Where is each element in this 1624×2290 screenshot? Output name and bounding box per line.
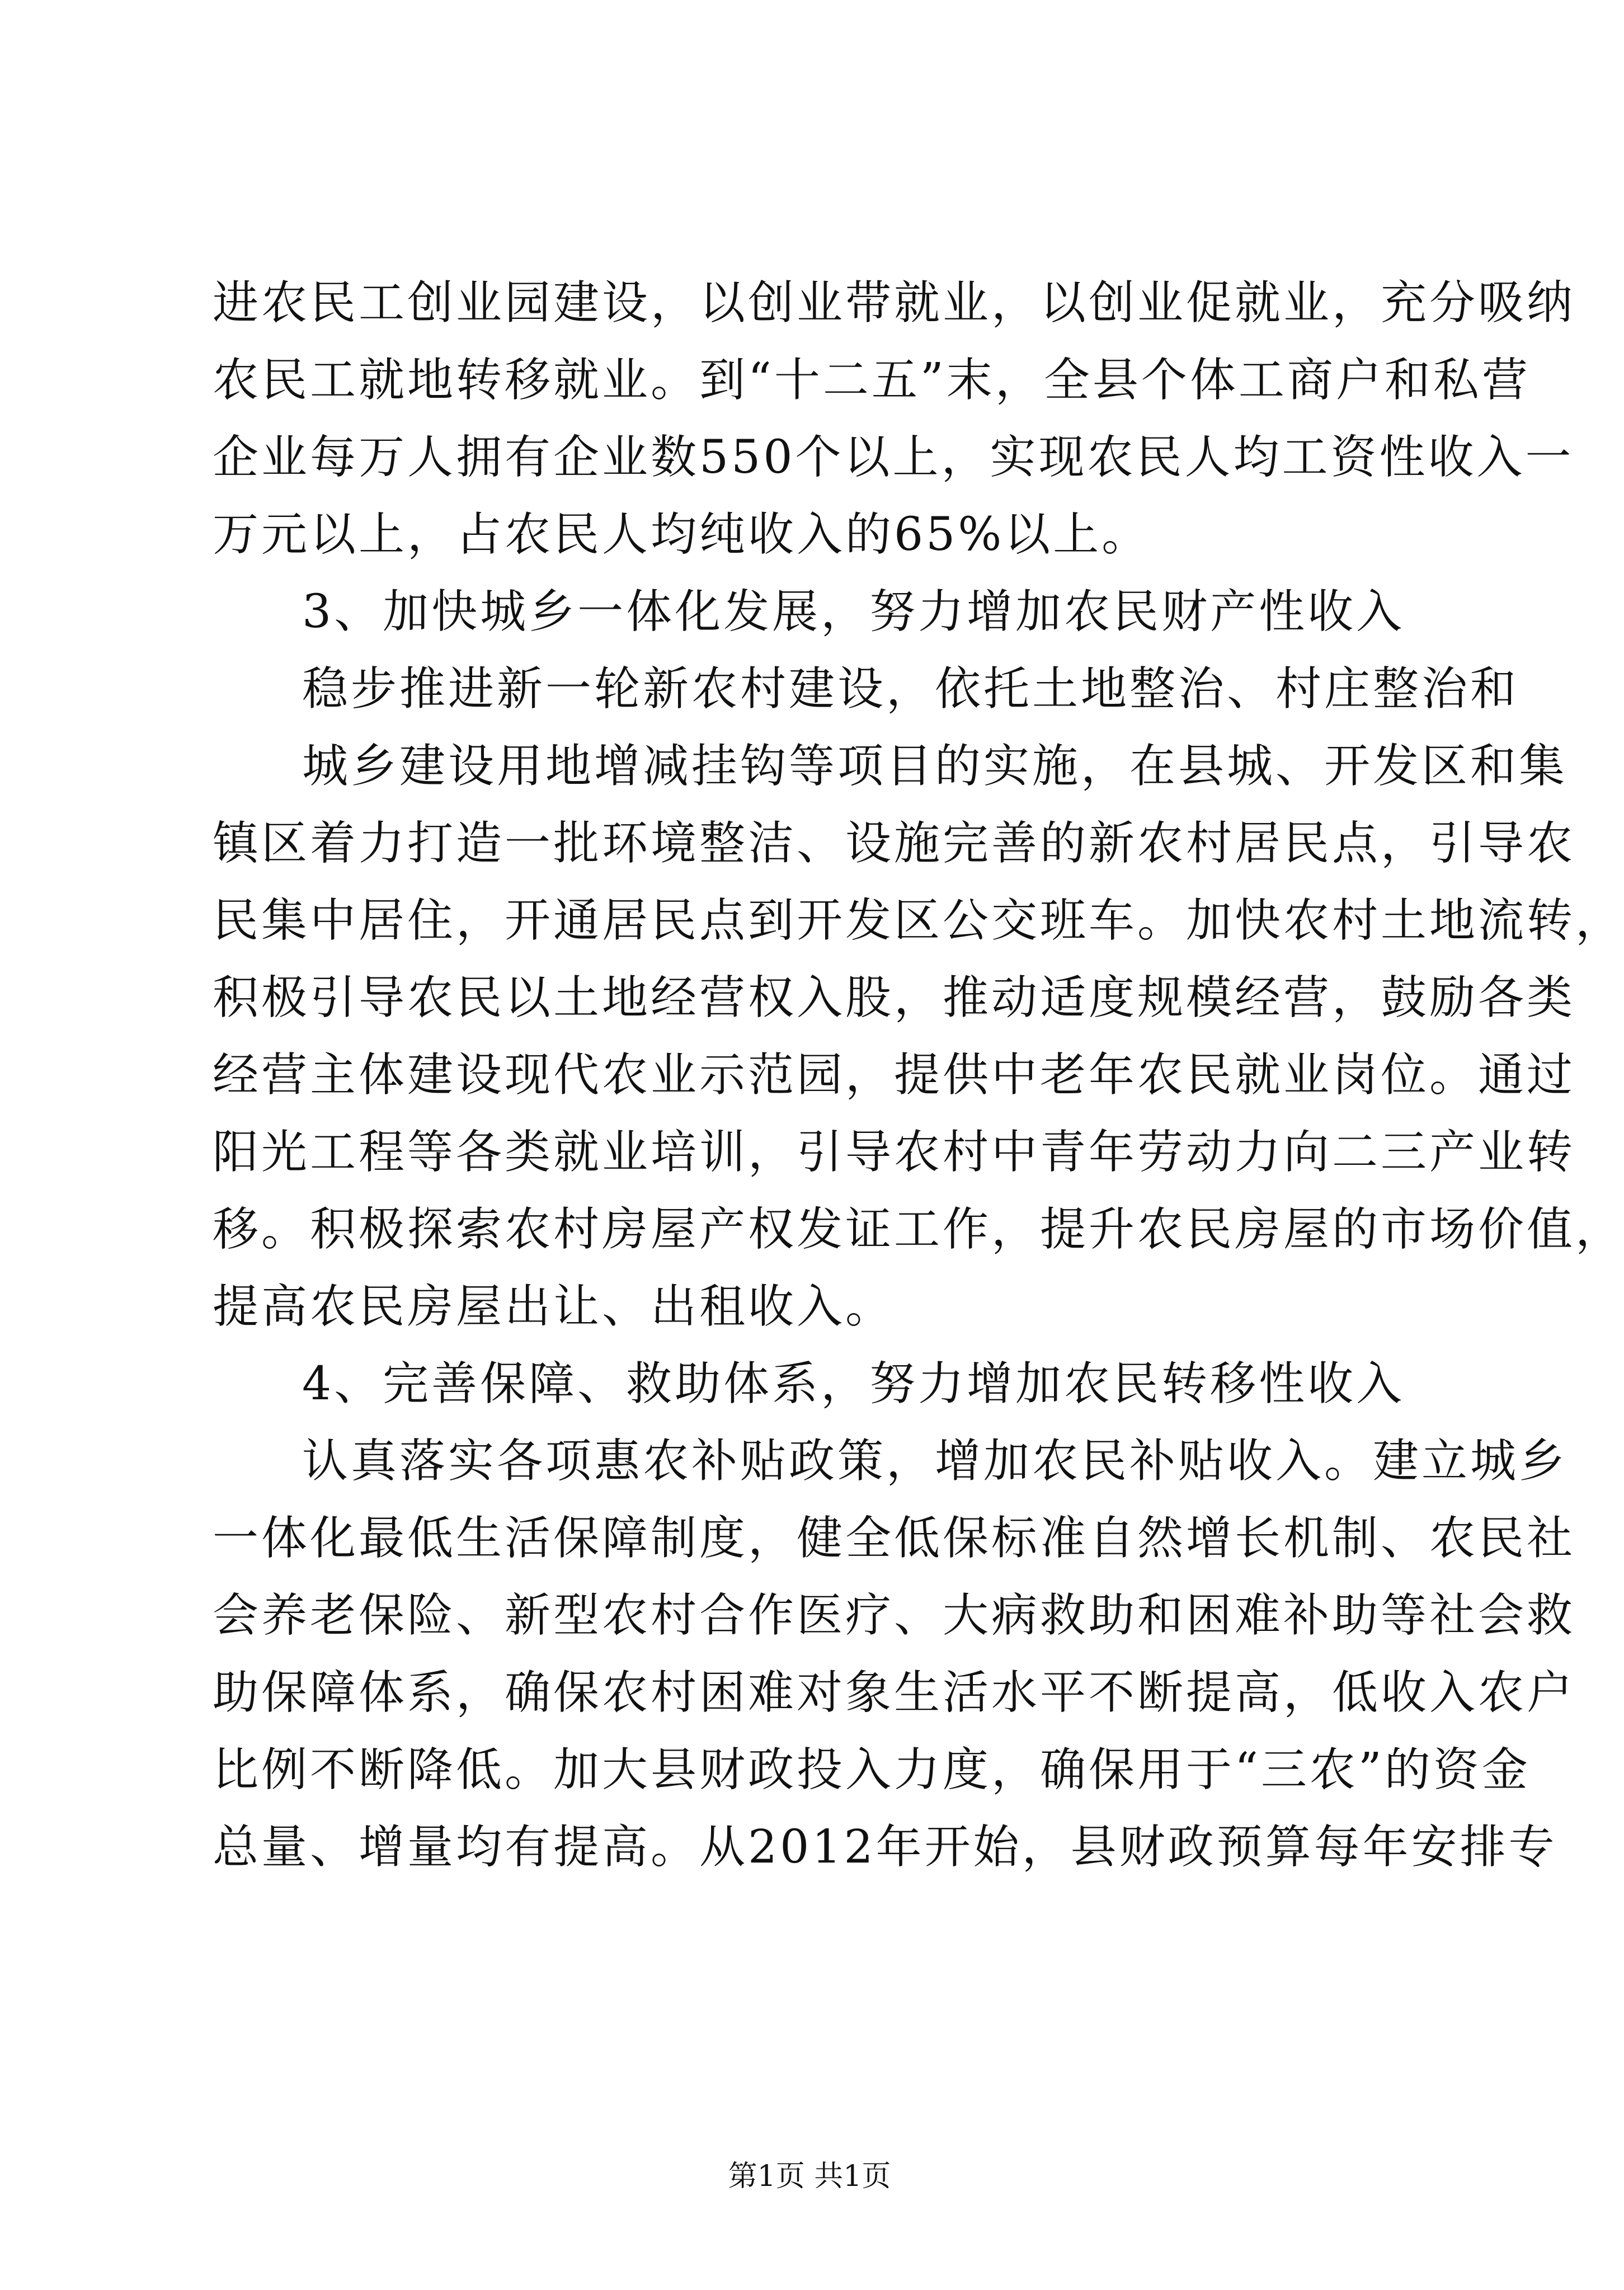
body-line: 总量、增量均有提高。从2012年开始，县财政预算每年安排专 (213, 1821, 1557, 1874)
body-line: 会养老保险、新型农村合作医疗、大病救助和困难补助等社会救 (213, 1589, 1576, 1642)
paragraph-first-line: 稳步推进新一轮新农村建设，依托土地整治、村庄整治和 (302, 662, 1519, 716)
body-line: 进农民工创业园建设，以创业带就业，以创业促就业，充分吸纳 (213, 276, 1576, 330)
section-heading: 4、完善保障、救助体系，努力增加农民转移性收入 (302, 1357, 1405, 1410)
body-line: 比例不断降低。加大县财政投入力度，确保用于“三农”的资金 (213, 1743, 1531, 1797)
body-line: 镇区着力打造一批环境整洁、设施完善的新农村居民点，引导农 (213, 817, 1576, 870)
body-line: 民集中居住，开通居民点到开发区公交班车。加快农村土地流转， (213, 894, 1624, 947)
body-line: 万元以上，占农民人均纯收入的65%以上。 (213, 508, 1151, 561)
body-line: 积极引导农民以土地经营权入股，推动适度规模经营，鼓励各类 (213, 971, 1576, 1024)
body-line: 提高农民房屋出让、出租收入。 (213, 1280, 895, 1333)
section-heading: 3、加快城乡一体化发展，努力增加农民财产性收入 (302, 585, 1405, 638)
body-line: 农民工就地转移就业。到“十二五”末，全县个体工商户和私营 (213, 354, 1531, 407)
body-line: 一体化最低生活保障制度，健全低保标准自然增长机制、农民社 (213, 1512, 1576, 1565)
body-line: 城乡建设用地增减挂钩等项目的实施，在县城、开发区和集 (302, 740, 1568, 793)
body-line: 企业每万人拥有企业数550个以上，实现农民人均工资性收入一 (213, 431, 1574, 484)
body-line: 移。积极探索农村房屋产权发证工作，提升农民房屋的市场价值， (213, 1203, 1624, 1256)
body-line: 经营主体建设现代农业示范园，提供中老年农民就业岗位。通过 (213, 1048, 1576, 1102)
body-line: 助保障体系，确保农村困难对象生活水平不断提高，低收入农户 (213, 1666, 1576, 1719)
paragraph-first-line: 认真落实各项惠农补贴政策，增加农民补贴收入。建立城乡 (302, 1435, 1568, 1488)
page-footer: 第1页 共1页 (728, 2160, 891, 2193)
body-line: 阳光工程等各类就业培训，引导农村中青年劳动力向二三产业转 (213, 1126, 1576, 1179)
